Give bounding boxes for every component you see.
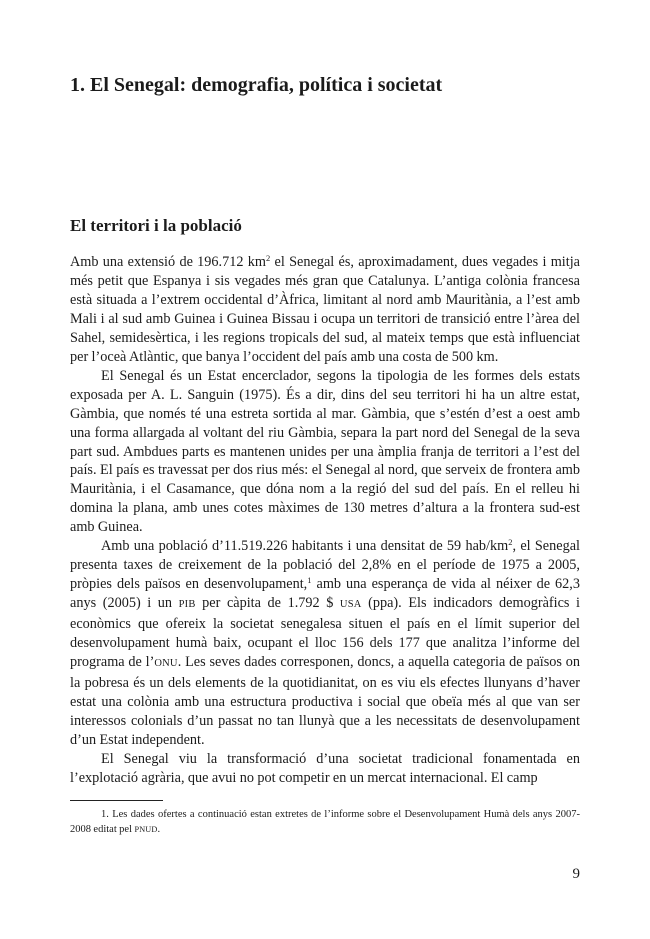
paragraph-4: El Senegal viu la transformació d’una societat tradicional fonamentada en l’explotació agrària, que avui no pot competir en un mercat internacional. El camp (70, 750, 580, 786)
paragraph-1 (70, 253, 580, 367)
footnote-divider (70, 800, 163, 801)
paragraph-3-text-e: amb una esperança de vida al néixer de 62,3 anys (2005) i un (70, 576, 580, 612)
footnote-reference[interactable]: 1 (307, 575, 312, 586)
paragraph-3-text-i: (ppa). Els indicadors demogràfics i econòmics que ofereix la societat senegalesa situen el país en el límit superior del desenvolupament humà baix, ocupant el lloc 156 dels 177 que analitza l’informe del programa de l’ (70, 595, 581, 671)
footnote-text-c: . (157, 824, 161, 835)
footnote (70, 807, 580, 837)
abbreviation-pib: PIB (178, 599, 196, 611)
superscript-squared: 2 (508, 537, 513, 548)
section-title: El territori i la població (70, 216, 242, 235)
paragraph-3-text-g: per càpita de 1.792 $ (195, 595, 340, 612)
body-text (70, 253, 580, 788)
paragraph-3 (70, 537, 580, 749)
paragraph-3-text-a: Amb una població d’11.519.226 habitants i una densitat de 59 hab/km (101, 538, 509, 555)
page-number: 9 (572, 866, 580, 882)
abbreviation-pnud: PNUD (134, 825, 158, 834)
paragraph-1-text-a: Amb una extensió de 196.712 km (70, 254, 266, 270)
paragraph-1-text-c: el Senegal és, aproximadament, dues vegades i mitja més petit que Espanya i sis vegades més gran que Catalunya. L’antiga colònia francesa està situada a l’extrem occidental d’Àfrica, limitant al nord amb Mauritània, a l’est amb Mali i al sud amb Guinea i Guinea Bissau i ocupa un territori de transició entre l’àrea del Sahel, semidesèrtica, i les regions tropicals del sud, al mateix temps que està influenciat per l’oceà Atlàntic, que banya l’occident del país amb una costa de 500 km. (70, 254, 580, 365)
superscript-squared: 2 (266, 253, 271, 263)
abbreviation-usa: USA (339, 599, 362, 611)
paragraph-3-text-k: . Les seves dades corresponen, doncs, a aquella categoria de països on la pobresa és un dels elements de la quotidianitat, on es viu els efectes llunyans d’haver estat una colònia amb una estructura productiva i social que obeïa més al que van ser interessos colonials d’un passat no tan llunyà que a les necessitats de desenvolupament d’un Estat independent. (70, 654, 580, 748)
paragraph-2: El Senegal és un Estat encerclador, segons la tipologia de les formes dels estats exposada per A. L. Sanguin (1975). És a dir, dins del seu territori hi ha un altre estat, Gàmbia, que només té una estreta sortida al mar. Gàmbia, que s’estén d’est a oest amb una forma allargada al voltant del riu Gàmbia, separa la part nord del Senegal de la seva part sud. Ambdues parts es mantenen unides per una àmplia franja de territori a l’est del país. El país es travessat per dos rius més: el Senegal al nord, que serveix de frontera amb Mauritània, i el Casamance, que dóna nom a la regió del sud del país. En el relleu hi domina la plana, amb unes cotes màximes de 130 metres d’altura a la frontera sud-est amb Guinea. (70, 367, 580, 536)
abbreviation-onu: ONU (154, 658, 178, 670)
paragraph-3-text-c: , el Senegal presenta taxes de creixement de la població del 2,8% en el període de 1975 a 2005, pròpies dels països en desenvolupament, (70, 538, 580, 593)
chapter-title: 1. El Senegal: demografia, política i societat (70, 74, 443, 96)
footnote-text-a: 1. Les dades ofertes a continuació estan extretes de l’informe sobre el Desenvolupament Humà dels anys 2007-2008 editat pel (70, 809, 580, 835)
